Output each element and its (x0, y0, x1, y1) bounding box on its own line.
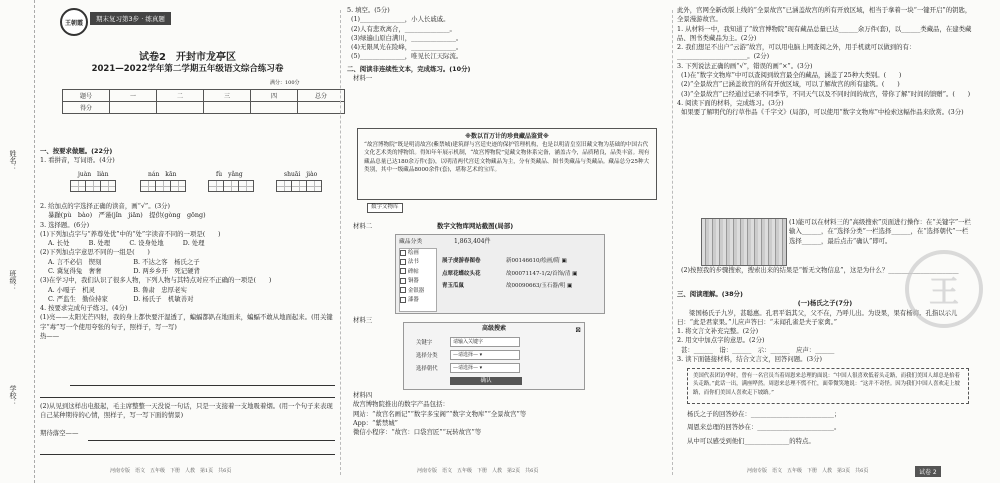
question-2-items: 暴躁(pù bào) 严谨(jǐn jiān) 提供(gòng gōng) (48, 211, 206, 220)
paper-badge: 试卷 2 (915, 466, 941, 477)
page-footer-2: 河南专版 语文 五年级 下册 人教 第2页 共6页 (417, 468, 539, 474)
material-4-line: 故宫博物院推出的数字产品包括： (353, 400, 449, 409)
chevron-down-icon: ▾ (479, 352, 483, 358)
full-score: 满分：100分 (270, 80, 300, 86)
class-label: 班级： (9, 270, 17, 291)
passage-title: (一)杨氏之子(7分) (797, 299, 853, 308)
confirm-button[interactable]: 确认 (450, 377, 522, 385)
passage-q2: 2. 用文中加点字的意思。(2分) (677, 336, 765, 345)
section-2-heading: 二、阅读非连续性文本，完成练习。(10分) (347, 64, 471, 73)
category-item[interactable]: 碑帖 (400, 268, 436, 277)
column-divider (672, 10, 673, 475)
item-list (442, 255, 600, 293)
reading-q1: 1. 从材料一中，我知道了“故宫博物院”现有藏品总量已达______余万件(套)，以______类藏品，在建类藏品、图书类藏品为主。(2分) (677, 24, 972, 42)
collection-item[interactable]: 展子虔游春图卷 新00146610/绘画/隋 ▣ (442, 258, 567, 264)
answer-prompt-3: 从中可以感受到他们______________的特点。 (687, 436, 815, 445)
fill-item: (2)人有悲欢离合，______________。 (351, 24, 456, 33)
fill-item: (1)______________，小人长戚戚。 (351, 15, 450, 24)
true-false-item: (2)“全景故宫”已涵盖故宫的所有开放区域，可以了解故宫的所有建筑。( ) (681, 80, 900, 89)
era-row: 选择朝代 —请选择— ▾ (416, 363, 520, 373)
linked-material-box: 美国代表团访华时，曾有一名官员当着周恩来总理的面说：“中国人很喜欢低着头走路，而我们美国人却总是抬着头走路。”此话一出，满座哗然。周恩来总理不慌不忙，面带微笑地说：“这并不奇怪。因为我们中国人喜欢走上坡路，而你们美国人喜欢走下坡路。” (687, 368, 969, 404)
keyword-row: 关键字 请输入关键字 (416, 337, 520, 347)
answer-line[interactable] (70, 385, 335, 386)
fill-item: (3)绿遍山原白满川，______________。 (351, 33, 463, 42)
question-3-1: (1)下列加点字与“养尊处优”中的“处”字读音不同的一项是( ) (40, 229, 221, 238)
advanced-search-panel (403, 322, 585, 390)
search-title: 高级搜索 (481, 325, 506, 332)
question-3-3-options-b: C. 严监生 勤俭持家 D. 杨氏子 机敏善对 (48, 294, 194, 303)
pinyin-2: nán kān (148, 171, 177, 178)
passage-q2-items: 甚：______ 诣：______ 示：______ 应声：______ (681, 345, 835, 354)
question-4-1-label: 热—— (40, 331, 60, 340)
column-2 (347, 0, 669, 483)
section-3-heading: 三、阅读理解。(38分) (677, 290, 743, 298)
material-1-box (357, 128, 657, 200)
question-3-3-options-a: A. 小嘎子 机灵 B. 鲁肃 忠厚老实 (48, 285, 187, 294)
answer-prompt-2: 周恩来总理的回答妙在：________________________。 (687, 423, 841, 432)
binding-margin (0, 0, 35, 483)
question-4-2: (2)从见到这样出电报起，毛主席整整一天没说一句话，只是一支接着一支地吸着烟。(用一个句子来表现自己某种期待的心情，照样子，写一写下面的情景) (40, 402, 333, 420)
calligraphy-image (701, 218, 787, 266)
column-3 (677, 0, 977, 483)
category-item[interactable]: 漆器 (400, 296, 436, 305)
answer-line[interactable] (40, 454, 335, 455)
material-3-label: 材料三 (353, 316, 373, 324)
pinyin-4: shuāi jiào (284, 171, 318, 178)
image-icon: ▣ (572, 270, 578, 277)
category-item[interactable]: 法书 (400, 258, 436, 267)
fill-item: (5)______________，唯见长江天际流。 (351, 52, 463, 61)
score-header: 题号 (63, 90, 110, 102)
question-1: 1. 看拼音，写词语。(4分) (40, 156, 115, 165)
question-3-2-options-b: C. 冀复得兔 奢奢 D. 两乡乡开 死记硬背 (48, 266, 200, 275)
material-1-text: “故宫博物院”既是明清故宫(紫禁城)建筑群与宫廷史迹的保护管理机构，也是以明清皇室旧藏文物为基础的中国古代文化艺术类的博物馆。得知年年展示机制，“故宫博物院”觉藏文物体系完备，涵盖古今，品质精良，品类丰富。现有藏品总量已达180余万件(套)，以明清两代宫廷文物藏品为主，分有类藏品、图书类藏品与类藏品。藏品总分25种大类别，其中一级藏品8000余件(套)，堪称艺术的宝库。 (364, 142, 650, 174)
era-select[interactable]: —请选择— ▾ (450, 363, 520, 373)
name-label: 姓名： (9, 150, 17, 171)
material-1-title: ※数以百万计的珍贵藏品鉴赏※ (465, 133, 549, 140)
score-header: 一 (110, 90, 157, 102)
answer-prompt-1: 杨氏之子的回答妙在：__________________________； (687, 410, 841, 418)
category-item[interactable]: 铜器 (400, 277, 436, 286)
reading-q4-text: 如果要了解明代的行草作品《千字文》(局部)，可以使用“数字文物库”中检索这幅作品来欣赏。(3分) (681, 108, 964, 117)
column-1 (40, 0, 335, 483)
page-footer-1: 河南专版 语文 五年级 下册 人教 第1页 共6页 (110, 468, 232, 474)
fill-item: (4)无限风光在险峰，______________。 (351, 43, 463, 52)
writing-grid-2[interactable] (140, 180, 185, 195)
score-header: 四 (251, 90, 298, 102)
score-row-label: 得分 (63, 102, 110, 114)
material-4-line: App：“紫禁城” (353, 418, 398, 427)
reading-q4-2: (2)按照我的步骤搜索，搜索出来的结果是“暂无文物信息”，这是为什么？______________________ (681, 266, 959, 274)
page-footer-3: 河南专版 语文 五年级 下册 人教 第3页 共6页 (747, 468, 869, 474)
school-label: 学校： (9, 385, 17, 406)
material-4-line: 网站：“故宫名画记”“数字多宝阁”“数字文物库”“全景故宫”等 (353, 409, 527, 418)
question-4-2-label: 期待落空—— (40, 428, 79, 437)
digital-library-tag: 数字文物库 (367, 203, 403, 213)
collection-count: 1,863,404件 (454, 238, 491, 245)
material-4-label: 材料四 (353, 391, 373, 399)
screenshot-title: 数字文物库网站截图(局部) (437, 222, 514, 230)
question-4-1: (1)亮——太阳光芒四射，我的身上都快要汗湿透了，蝙蝠都趴在地面来，蝙蝠不敢从地面起来。(用关键字“毒”写一个使用夸张的句子，照样子，写一写) (40, 313, 333, 331)
category-list (399, 248, 437, 312)
true-false-item: (1)在“数字文物库”中可以查阅到故宫最全的藏品，涵盖了25种大类别。( ) (681, 70, 902, 79)
question-2: 2. 给加点的字选择正确的读音，画“√”。(3分) (40, 202, 171, 210)
reading-q3: 3. 下列说法正确的画“√”，错误的画“×”。(3分) (677, 61, 813, 70)
passage-q3: 3. 读下面链接材料，结合文言文，回答问题。(3分) (677, 354, 822, 363)
publisher-logo: 王朝霞 (60, 8, 88, 36)
passage-q1: 1. 将文言文补充完整。(2分) (677, 327, 759, 336)
question-4: 4. 按要求完成句子练习。(4分) (40, 304, 128, 313)
material-4-line: 微信小程序：“故宫：口袋宫匠”“玩转故宫”等 (353, 428, 482, 437)
answer-line[interactable] (40, 397, 335, 398)
true-false-item: (3)“全景故宫”已经通过记录不同季节，不同天气以及不同时间的故宫，带你了解“时间的馈赠”。( ) (681, 89, 971, 98)
score-header: 二 (157, 90, 204, 102)
keyword-input[interactable]: 请输入关键字 (450, 337, 520, 347)
question-3-2: (2)下列加点字意思不同的一组是( ) (40, 248, 150, 257)
section-1-heading: 一、按要求做题。(22分) (40, 147, 113, 155)
writing-grid-3[interactable] (208, 180, 253, 195)
material-2-label: 材料二 (353, 222, 373, 230)
close-icon[interactable]: ⊠ (575, 326, 581, 334)
score-header: 总分 (298, 90, 345, 102)
writing-grid-4[interactable] (276, 180, 321, 195)
category-item[interactable]: 绘画 (400, 249, 436, 258)
question-5: 5. 填空。(5分) (347, 6, 390, 14)
column-divider (340, 10, 341, 475)
chevron-down-icon: ▾ (479, 365, 483, 371)
review-banner: 期末复习第3步 · 练真题 (90, 12, 171, 25)
score-header: 三 (204, 90, 251, 102)
question-3-3: (3)在学习中，我们认识了很多人物，下列人物与其特点对应不正确的一项是( ) (40, 276, 272, 285)
collection-item[interactable]: 点翠花蝶纹头花 故00071147-1/2/首饰/清 ▣ (442, 270, 578, 277)
reading-q4: 4. 阅读下面的材料，完成练习。(3分) (677, 98, 784, 107)
image-icon: ▣ (561, 258, 567, 264)
question-3-1-options: A. 长处 B. 处理 C. 设身处地 D. 处理 (48, 239, 205, 248)
pinyin-1: juàn liàn (78, 171, 109, 178)
category-label: 藏品分类 (399, 239, 423, 245)
reading-q2: 2. 我们想足不出户“云游”故宫，可以用电脑上网查阅之外，用手机就可以做到的有：______________________。(2分) (677, 43, 916, 61)
collection-item[interactable]: 青玉瓜鼠 故00090663/玉石器/明 ▣ (442, 283, 573, 290)
material-1-label: 材料一 (353, 73, 373, 82)
digital-library-screenshot (395, 234, 605, 314)
passage-text: 梁国杨氏子九岁，甚聪惠。孔君平诣其父，父不在，乃呼儿出。为设果，果有杨梅。孔指以示儿曰：“此是君家果。”儿应声答曰：“未闻孔雀是夫子家禽。” (677, 308, 958, 326)
reading-q4-1: (1)能可以在材料三的“高级搜索”页面进行操作：在“关键字”一栏输入______，在“选择分类”一栏选择______，在“选择朝代”一栏选择______，最后点击“确认”即可。 (789, 218, 971, 245)
watermark-stamp: 王 (905, 250, 983, 328)
material-4-tail: 此外，官网全新改版上线的“全景故宫”已涵盖故宫的所有开放区域，相当于拿着一块“一键开启”的钥匙，全景漫游故宫。 (677, 6, 972, 24)
paper-title: 试卷2 开封市龙亭区 (139, 52, 236, 63)
category-item[interactable]: 金银器 (400, 287, 436, 296)
paper-subtitle: 2021—2022学年第二学期五年级语文综合练习卷 (91, 64, 284, 74)
category-row: 选择分类 —请选择— ▾ (416, 350, 520, 360)
question-3: 3. 选择题。(6分) (40, 220, 90, 229)
pinyin-3: fù yǎng (216, 171, 243, 178)
answer-line[interactable] (88, 440, 335, 441)
category-select[interactable]: —请选择— ▾ (450, 350, 520, 360)
writing-grid-1[interactable] (70, 180, 115, 195)
question-3-2-options-a: A. 言不必信 锲刻 B. 不达之客 杨氏之子 (48, 257, 200, 266)
image-icon: ▣ (566, 283, 573, 290)
